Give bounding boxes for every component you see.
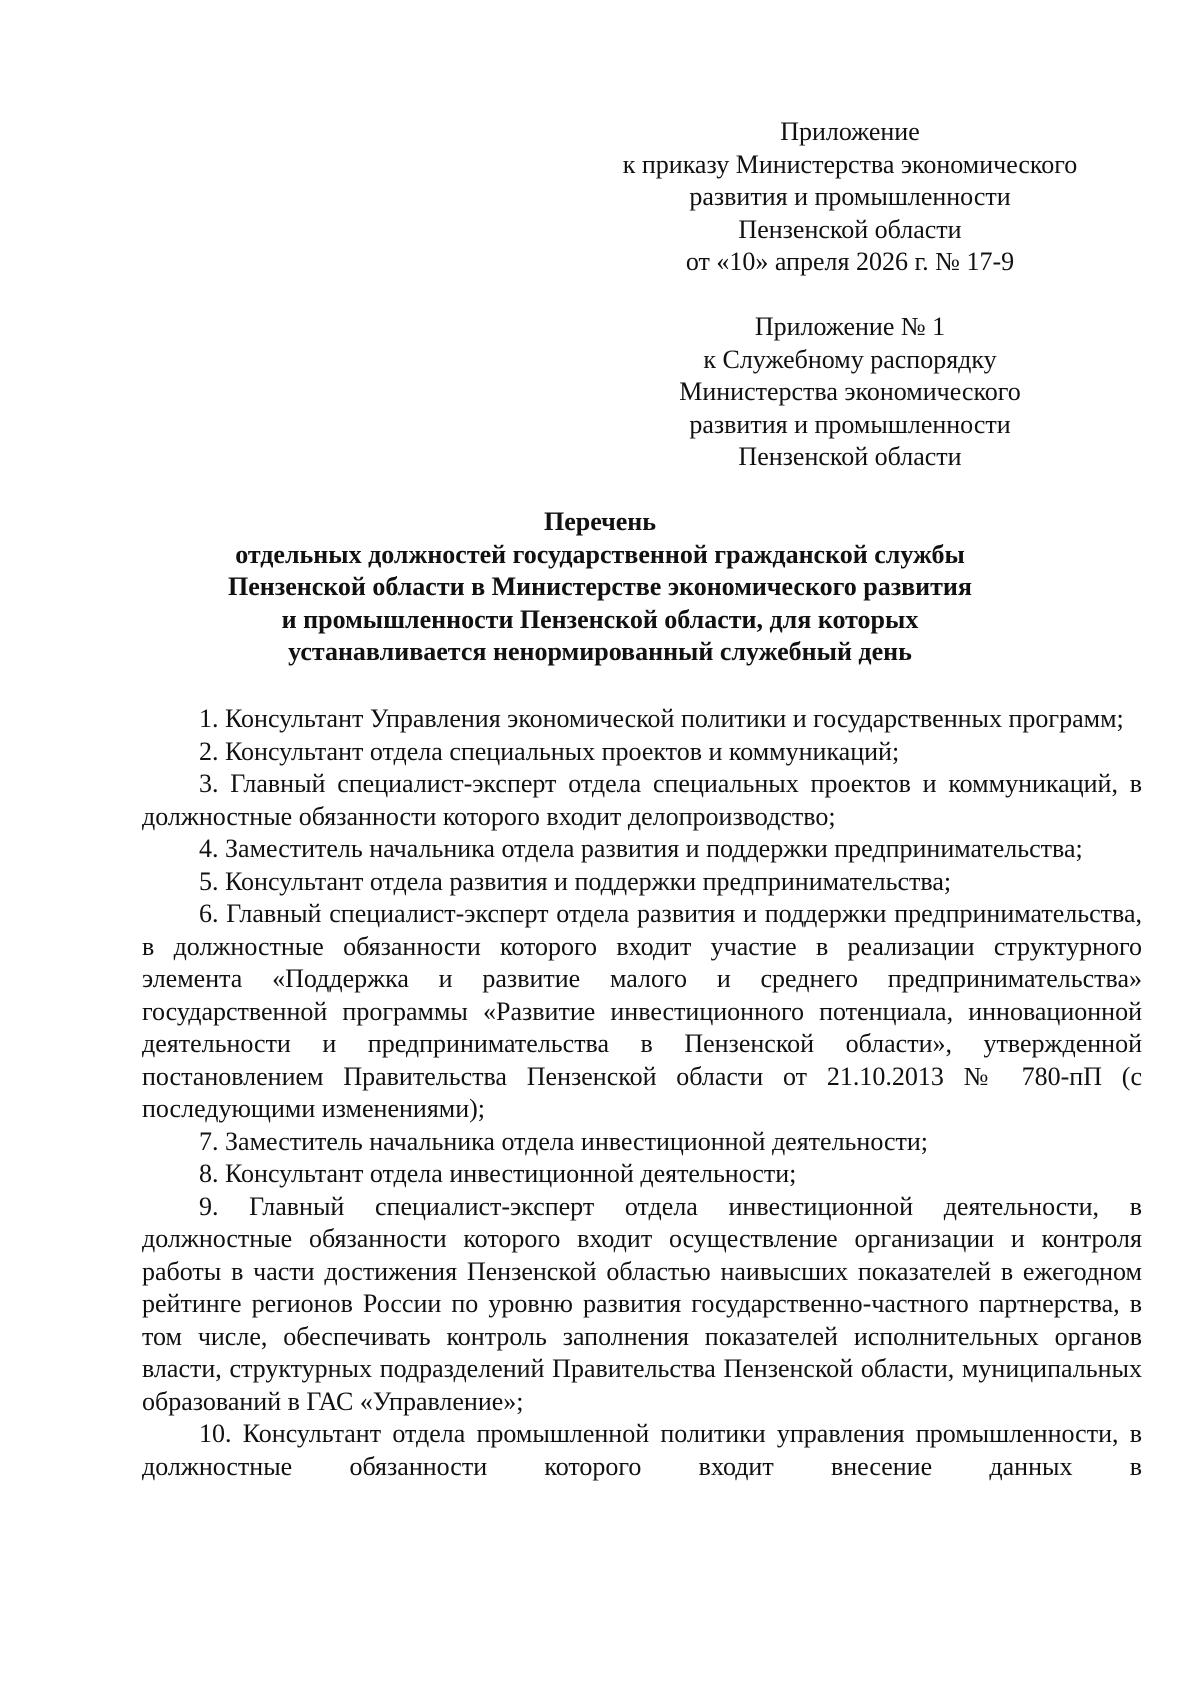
appendix-line: Пензенской области xyxy=(738,214,962,244)
title-line: устанавливается ненормированный служебный день xyxy=(288,637,912,666)
document-title xyxy=(140,506,1060,669)
list-item: 6. Главный специалист-эксперт отдела развития и поддержки предпринимательства, в должностные обязанности которого входит участие в реализации структурного элемента «Поддержка и развитие малого и среднего предпринимательства» государственной программы «Развитие инвестиционного потенциала, инновационной деятельности и предпринимательства в Пензенской области», утвержденной постановлением Правительства Пензенской области от 21.10.2013 № 780-пП (с последующими изменениями); xyxy=(142,899,1142,1123)
appendix-line: Пензенской области xyxy=(738,442,962,471)
appendix-line: к приказу Министерства экономического xyxy=(622,149,1078,179)
appendix-header-current-order xyxy=(600,116,1100,279)
title-line: Пензенской области в Министерстве экономического развития xyxy=(228,572,972,601)
list-item: 2. Консультант отдела специальных проектов и коммуникаций; xyxy=(199,736,900,766)
list-item: 10. Консультант отдела промышленной политики управления промышленности, в должностные обязанности которого входит внесение данных в xyxy=(142,1419,1142,1481)
title-line: Перечень xyxy=(543,507,657,536)
list-item: 3. Главный специалист-эксперт отдела специальных проектов и коммуникаций, в должностные обязанности которого входит делопроизводство; xyxy=(142,769,1142,831)
appendix-line: развития и промышленности xyxy=(689,182,1011,211)
title-line: отдельных должностей государственной гражданской службы xyxy=(235,539,965,569)
list-item: 9. Главный специалист-эксперт отдела инвестиционной деятельности, в должностные обязанности которого входит осуществление организации и контроля работы в части достижения Пензенской областью наивысших показателей в ежегодном рейтинге регионов России по уровню развития государственно-частного партнерства, в том числе, обеспечивать контроль заполнения показателей исполнительных органов власти, структурных подразделений Правительства Пензенской области, муниципальных образований в ГАС «Управление»; xyxy=(142,1191,1142,1416)
list-item: 8. Консультант отдела инвестиционной деятельности; xyxy=(199,1159,797,1188)
list-item: 7. Заместитель начальника отдела инвестиционной деятельности; xyxy=(199,1126,929,1156)
appendix-line: Приложение xyxy=(780,117,920,146)
list-item: 5. Консультант отдела развития и поддержки предпринимательства; xyxy=(199,866,952,896)
list-item: 4. Заместитель начальника отдела развития и поддержки предпринимательства; xyxy=(199,834,1083,863)
appendix-line: к Служебному распорядку xyxy=(703,344,997,374)
appendix-order-date-line: от «10» апреля 2026 г. № 17-9 xyxy=(685,247,1015,276)
title-line: и промышленности Пензенской области, для которых xyxy=(281,604,919,634)
appendix-header-service-schedule xyxy=(600,311,1100,474)
positions-list xyxy=(142,703,1142,1483)
appendix-line: развития и промышленности xyxy=(689,409,1011,439)
appendix-line: Министерства экономического xyxy=(679,377,1021,406)
appendix-line: Приложение № 1 xyxy=(754,312,946,341)
list-item: 1. Консультант Управления экономической политики и государственных программ; xyxy=(199,704,1124,733)
